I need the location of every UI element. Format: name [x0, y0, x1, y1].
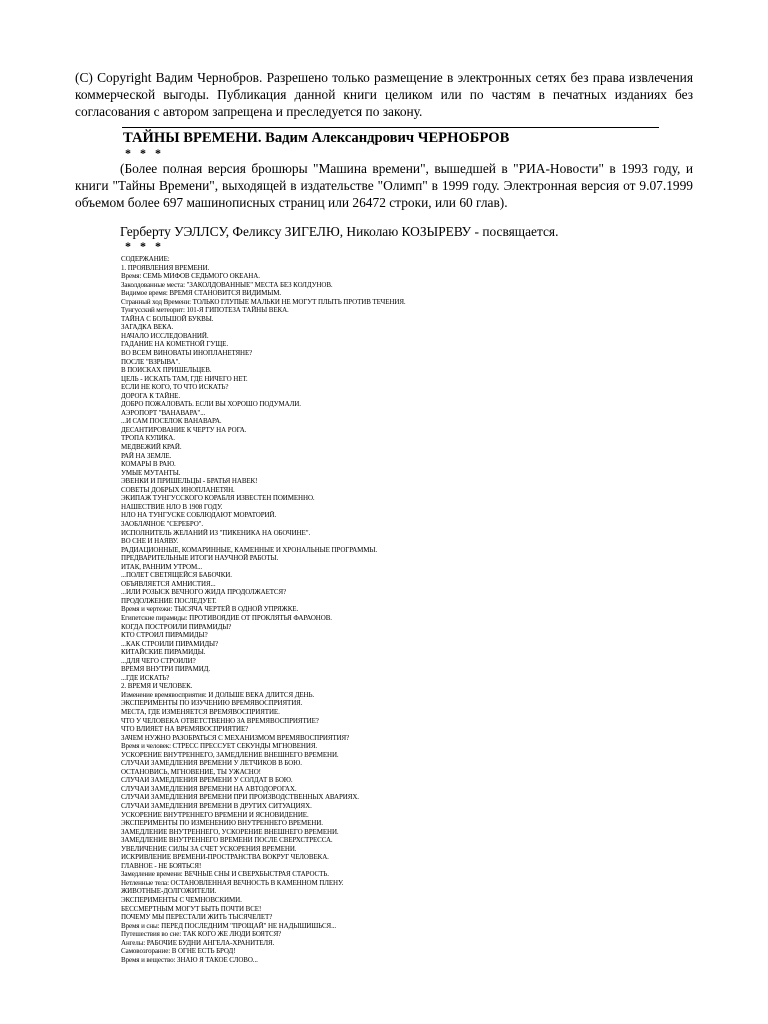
toc-entry: БЕССМЕРТНЫМ МОГУТ БЫТЬ ПОЧТИ ВСЕ! [121, 904, 262, 913]
toc-entry: ЭКСПЕРИМЕНТЫ С ЧЕМНОВСКИМИ. [121, 896, 242, 905]
toc-entry: В ПОИСКАХ ПРИШЕЛЬЦЕВ. [121, 366, 212, 375]
toc-entry: ЧТО ВЛИЯЕТ НА ВРЕМЯВОСПРИЯТИЕ? [121, 725, 249, 734]
toc-entry: ЗАЧЕМ НУЖНО РАЗОБРАТЬСЯ С МЕХАНИЗМОМ ВРЕМЯВОСПРИЯТИЯ? [121, 733, 350, 742]
toc-entry: ...ГДЕ ИСКАТЬ? [121, 673, 170, 682]
toc-entry: МЕСТА, ГДЕ ИЗМЕНЯЕТСЯ ВРЕМЯВОСПРИЯТИЕ. [121, 707, 280, 716]
toc-entry: УСКОРЕНИЕ ВНУТРЕННЕГО, ЗАМЕДЛЕНИЕ ВНЕШНЕГО ВРЕМЕНИ. [121, 750, 339, 759]
toc-entry: ЧТО У ЧЕЛОВЕКА ОТВЕТСТВЕННО ЗА ВРЕМЯВОСПРИЯТИЕ? [121, 716, 319, 725]
toc-entry: ...ПОЛЕТ СВЕТЯЩЕЙСЯ БАБОЧКИ. [121, 571, 232, 580]
section-separator: * * * [125, 239, 164, 253]
toc-entry: ДЕСАНТИРОВАНИЕ К ЧЕРТУ НА РОГА. [121, 425, 247, 434]
toc-entry: ЗАМЕДЛЕНИЕ ВНУТРЕННЕГО ВРЕМЕНИ ПОСЛЕ СВЕРХСТРЕССА. [121, 836, 333, 845]
toc-entry: ЖИВОТНЫЕ-ДОЛГОЖИТЕЛИ. [121, 887, 217, 896]
toc-entry: ГАДАНИЕ НА КОМЕТНОЙ ГУЩЕ. [121, 340, 228, 349]
toc-entry: КТО СТРОИЛ ПИРАМИДЫ? [121, 631, 208, 640]
toc-entry: НАШЕСТВИЕ НЛО В 1908 ГОДУ. [121, 502, 223, 511]
toc-entry: Время: СЕМЬ МИФОВ СЕДЬМОГО ОКЕАНА. [121, 272, 260, 281]
toc-entry: ИСКРИВЛЕНИЕ ВРЕМЕНИ-ПРОСТРАНСТВА ВОКРУГ ЧЕЛОВЕКА. [121, 853, 329, 862]
toc-entry: ...ДЛЯ ЧЕГО СТРОИЛИ? [121, 656, 196, 665]
toc-entry: ПРОДОЛЖЕНИЕ ПОСЛЕДУЕТ. [121, 596, 217, 605]
toc-entry: Странный ход Времени: ТОЛЬКО ГЛУПЫЕ МАЛЬКИ НЕ МОГУТ ПЛЫТЬ ПРОТИВ ТЕЧЕНИЯ. [121, 297, 406, 306]
toc-entry: СЛУЧАИ ЗАМЕДЛЕНИЯ ВРЕМЕНИ У ЛЕТЧИКОВ В БОЮ. [121, 759, 302, 768]
toc-entry: Тунгусский метеорит: 101-Я ГИПОТЕЗА ТАЙНЫ ВЕКА. [121, 306, 289, 315]
toc-entry: ...КАК СТРОИЛИ ПИРАМИДЫ? [121, 639, 219, 648]
toc-entry: СОВЕТЫ ДОБРЫХ ИНОПЛАНЕТЯН. [121, 485, 235, 494]
toc-entry: НАЧАЛО ИССЛЕДОВАНИЙ. [121, 331, 209, 340]
toc-entry: Самовозгорание: В ОГНЕ ЕСТЬ БРОД! [121, 947, 236, 956]
toc-entry: ПРЕДВАРИТЕЛЬНЫЕ ИТОГИ НАУЧНОЙ РАБОТЫ. [121, 554, 279, 563]
toc-entry: Замедление времени: ВЕЧНЫЕ СНЫ И СВЕРХБЫСТРАЯ СТАРОСТЬ. [121, 870, 329, 879]
toc-entry: УМЫЕ МУТАНТЫ. [121, 468, 181, 477]
toc-entry: АЭРОПОРТ "ВАНАВАРА"... [121, 408, 206, 417]
toc-entry: ЭКИПАЖ ТУНГУССКОГО КОРАБЛЯ ИЗВЕСТЕН ПОИМЕННО. [121, 494, 315, 503]
copyright-notice: (С) Copyright Вадим Чернобров. Разрешено только размещение в электронных сетях без права извлечения коммерческой выгоды. Публикация данной книги целиком или по частям в печатных изданиях без согласования с автором запрещена и преследуется по закону. [75, 70, 693, 119]
toc-entry: Время и сны: ПЕРЕД ПОСЛЕДНИМ "ПРОЩАЙ" НЕ НАДЫШИШЬСЯ... [121, 921, 337, 930]
toc-entry: ВО ВСЕМ ВИНОВАТЫ ИНОПЛАНЕТЯНЕ? [121, 349, 253, 358]
toc-entry: ЕСЛИ НЕ КОГО, ТО ЧТО ИСКАТЬ? [121, 383, 229, 392]
book-title: ТАЙНЫ ВРЕМЕНИ. Вадим Александрович ЧЕРНОБРОВ [123, 130, 510, 146]
toc-entry: ТРОПА КУЛИКА. [121, 434, 175, 443]
toc-entry: Время и вещество: ЗНАЮ Я ТАКОЕ СЛОВО... [121, 955, 258, 964]
toc-entry: СЛУЧАИ ЗАМЕДЛЕНИЯ ВРЕМЕНИ НА АВТОДОРОГАХ. [121, 784, 297, 793]
toc-entry: ДОБРО ПОЖАЛОВАТЬ. ЕСЛИ ВЫ ХОРОШО ПОДУМАЛИ. [121, 400, 301, 409]
toc-entry: ПОСЛЕ "ВЗРЫВА". [121, 357, 180, 366]
toc-entry: ЭКСПЕРИМЕНТЫ ПО ИЗУЧЕНИЮ ВРЕМЯВОСПРИЯТИЯ. [121, 699, 303, 708]
toc-entry: МЕДВЕЖИЙ КРАЙ. [121, 443, 182, 452]
toc-entry: Время и чертежи: ТЫСЯЧА ЧЕРТЕЙ В ОДНОЙ УПРЯЖКЕ. [121, 605, 299, 614]
toc-entry: ИСПОЛНИТЕЛЬ ЖЕЛАНИЙ ИЗ "ПИКЕНИКА НА ОБОЧИНЕ". [121, 528, 311, 537]
toc-entry: Видимое время: ВРЕМЯ СТАНОВИТСЯ ВИДИМЫМ. [121, 289, 282, 298]
toc-entry: ДОРОГА К ТАЙНЕ. [121, 391, 180, 400]
toc-entry: ИТАК, РАННИМ УТРОМ... [121, 562, 203, 571]
toc-entry: Время и человек: СТРЕСС ПРЕССУЕТ СЕКУНДЫ МГНОВЕНИЯ. [121, 742, 318, 751]
toc-entry: УСКОРЕНИЕ ВНУТРЕННЕГО ВРЕМЕНИ И ЯСНОВИДЕНИЕ. [121, 810, 309, 819]
toc-entry: КОГДА ПОСТРОИЛИ ПИРАМИДЫ? [121, 622, 232, 631]
dedication: Герберту УЭЛЛСУ, Феликсу ЗИГЕЛЮ, Николаю КОЗЫРЕВУ - посвящается. [120, 224, 559, 239]
horizontal-rule [122, 127, 659, 128]
toc-entry: Путешествия во сне: ТАК КОГО ЖЕ ЛЮДИ БОЯТСЯ? [121, 930, 282, 939]
intro-paragraph: (Более полная версия брошюры "Машина времени", вышедшей в "РИА-Новости" в 1993 году, и книги "Тайны Времени", выходящей в издательстве "Олимп" в 1999 году. Электронная версия от 9.07.1999 объемом более 697 машинописных страниц или 26472 строки, или 60 глав). [75, 161, 693, 210]
toc-entry: Египетские пирамиды: ПРОТИВОЯДИЕ ОТ ПРОКЛЯТЬЯ ФАРАОНОВ. [121, 613, 332, 622]
toc-entry: ...ИЛИ РОЗЫСК ВЕЧНОГО ЖИДА ПРОДОЛЖАЕТСЯ? [121, 588, 287, 597]
toc-entry: ЭВЕНКИ И ПРИШЕЛЬЦЫ - БРАТЬЯ НАВЕК! [121, 477, 258, 486]
toc-entry: Изменение времявосприятия: И ДОЛЬШЕ ВЕКА ДЛИТСЯ ДЕНЬ. [121, 690, 315, 699]
toc-entry: Заколдованные места: "ЗАКОЛДОВАННЫЕ" МЕСТА БЕЗ КОЛДУНОВ. [121, 280, 333, 289]
toc-entry: ЗАМЕДЛЕНИЕ ВНУТРЕННЕГО, УСКОРЕНИЕ ВНЕШНЕГО ВРЕМЕНИ. [121, 827, 339, 836]
toc-entry: НЛО НА ТУНГУСКЕ СОБЛЮДАЮТ МОРАТОРИЙ. [121, 511, 277, 520]
toc-entry: РАЙ НА ЗЕМЛЕ. [121, 451, 172, 460]
toc-entry: ЭКСПЕРИМЕНТЫ ПО ИЗМЕНЕНИЮ ВНУТРЕННЕГО ВРЕМЕНИ. [121, 819, 323, 828]
toc-entry: РАДИАЦИОННЫЕ, КОМАРИННЫЕ, КАМЕННЫЕ И ХРОНАЛЬНЫЕ ПРОГРАММЫ. [121, 545, 377, 554]
toc-entry: СЛУЧАИ ЗАМЕДЛЕНИЯ ВРЕМЕНИ У СОЛДАТ В БОЮ. [121, 776, 293, 785]
toc-entry: СЛУЧАИ ЗАМЕДЛЕНИЯ ВРЕМЕНИ ПРИ ПРОИЗВОДСТВЕННЫХ АВАРИЯХ. [121, 793, 359, 802]
toc-entry: ...И САМ ПОСЕЛОК ВАНАВАРА. [121, 417, 222, 426]
toc-entry: ЦЕЛЬ - ИСКАТЬ ТАМ, ГДЕ НИЧЕГО НЕТ. [121, 374, 248, 383]
section-separator: * * * [125, 146, 164, 160]
toc-entry: ГЛАВНОЕ - НЕ БОЯТЬСЯ! [121, 861, 202, 870]
toc-entry: УВЕЛИЧЕНИЕ СИЛЫ ЗА СЧЕТ УСКОРЕНИЯ ВРЕМЕНИ. [121, 844, 297, 853]
toc-entry: ЗАГАДКА ВЕКА. [121, 323, 174, 332]
toc-entry: ОБЪЯВЛЯЕТСЯ АМНИСТИЯ... [121, 579, 216, 588]
toc-entry: 2. ВРЕМЯ И ЧЕЛОВЕК. [121, 682, 193, 691]
toc-entry: ЗАОБЛАЧНОЕ "СЕРЕБРО". [121, 519, 204, 528]
toc-entry: ВРЕМЯ ВНУТРИ ПИРАМИД. [121, 665, 211, 674]
toc-entry: КИТАЙСКИЕ ПИРАМИДЫ. [121, 648, 206, 657]
toc-entry: Ангелы: РАБОЧИЕ БУДНИ АНГЕЛА-ХРАНИТЕЛЯ. [121, 938, 275, 947]
toc-entry: Нетленные тела: ОСТАНОВЛЕННАЯ ВЕЧНОСТЬ В КАМЕННОМ ПЛЕНУ. [121, 878, 344, 887]
toc-entry: 1. ПРОЯВЛЕНИЯ ВРЕМЕНИ. [121, 263, 210, 272]
table-of-contents [121, 255, 581, 964]
toc-entry: ТАЙНА С БОЛЬШОЙ БУКВЫ. [121, 314, 214, 323]
toc-entry: ПОЧЕМУ МЫ ПЕРЕСТАЛИ ЖИТЬ ТЫСЯЧЕЛЕТ? [121, 913, 273, 922]
toc-entry: СОДЕРЖАНИЕ: [121, 255, 170, 263]
toc-entry: КОМАРЫ В РАЮ. [121, 460, 176, 469]
toc-entry: ВО СНЕ И НАЯВУ. [121, 537, 178, 546]
toc-entry: ОСТАНОВИСЬ, МГНОВЕНИЕ, ТЫ УЖАСНО! [121, 767, 261, 776]
toc-entry: СЛУЧАИ ЗАМЕДЛЕНИЯ ВРЕМЕНИ В ДРУГИХ СИТУАЦИЯХ. [121, 802, 312, 810]
